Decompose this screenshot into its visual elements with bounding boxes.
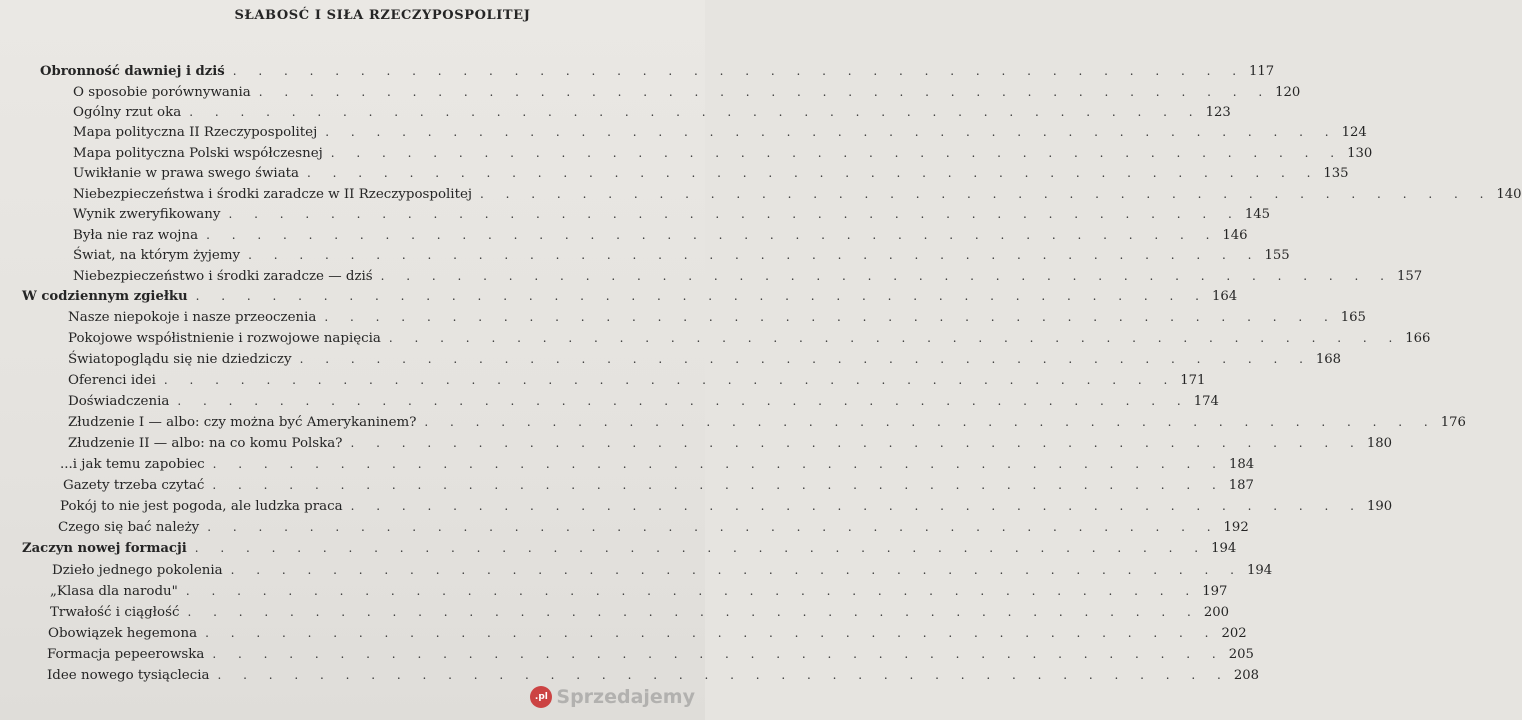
toc-leader-dots: . . . . . . . . . . . . . . . . . . . . . . . . . . . . . . . . . . . . . . . . — [195, 289, 1208, 303]
toc-entry-title: Złudzenie II — albo: na co komu Polska? — [68, 436, 343, 451]
toc-leader-dots: . . . . . . . . . . . . . . . . . . . . . . . . . . . . . . . . . . . . . . . . — [350, 436, 1363, 450]
toc-entry-title: Formacja pepeerowska — [47, 647, 205, 662]
toc-page-number: 174 — [1193, 394, 1219, 409]
toc-entry-title: Ogólny rzut oka — [73, 105, 182, 120]
toc-entry-title: Nasze niepokoje i nasze przeoczenia — [68, 310, 317, 325]
toc-entry-title: Obowiązek hegemona — [48, 626, 198, 641]
toc-entry — [58, 517, 1249, 537]
toc-page-number: 190 — [1366, 499, 1393, 514]
toc-leader-dots: . . . . . . . . . . . . . . . . . . . . . . . . . . . . . . . . . . . . . . . . — [380, 269, 1393, 283]
toc-entry — [73, 184, 1522, 204]
toc-entry-title: Pokojowe współistnienie i rozwojowe napięcia — [68, 331, 381, 346]
toc-leader-dots: . . . . . . . . . . . . . . . . . . . . . . . . . . . . . . . . . . . . . . . . — [185, 584, 1199, 598]
toc-leader-dots: . . . . . . . . . . . . . . . . . . . . . . . . . . . . . . . . . . . . . . . . — [212, 478, 1225, 492]
toc-leader-dots: . . . . . . . . . . . . . . . . . . . . . . . . . . . . . . . . . . . . . . . . — [205, 626, 1218, 640]
toc-leader-dots: . . . . . . . . . . . . . . . . . . . . . . . . . . . . . . . . . . . . . . . . — [230, 563, 1243, 577]
toc-entry — [52, 560, 1273, 580]
toc-page-number: 180 — [1366, 436, 1392, 451]
toc-entry-title: Doświadczenia — [68, 394, 170, 409]
toc-entry-title: Mapa polityczna Polski współczesnej — [73, 146, 323, 161]
toc-entry — [73, 143, 1373, 163]
toc-page-number: 176 — [1440, 415, 1466, 430]
toc-leader-dots: . . . . . . . . . . . . . . . . . . . . . . . . . . . . . . . . . . . . . . . . — [232, 64, 1246, 78]
toc-entry-title: Świat, na którym żyjemy — [73, 248, 241, 263]
toc-leader-dots: . . . . . . . . . . . . . . . . . . . . . . . . . . . . . . . . . . . . . . . . — [388, 331, 1402, 345]
toc-leader-dots: . . . . . . . . . . . . . . . . . . . . . . . . . . . . . . . . . . . . . . . . — [307, 166, 1320, 180]
toc-leader-dots: . . . . . . . . . . . . . . . . . . . . . . . . . . . . . . . . . . . . . . . . — [207, 520, 1220, 534]
toc-entry — [68, 370, 1206, 390]
toc-entry — [63, 475, 1254, 495]
toc-page-number: 184 — [1229, 457, 1255, 472]
toc-entry-title: Uwikłanie w prawa swego świata — [73, 166, 300, 181]
toc-entry-title: Obronność dawniej i dziś — [40, 64, 225, 79]
toc-entry — [73, 245, 1290, 265]
toc-entry-title: Była nie raz wojna — [73, 228, 199, 243]
watermark — [530, 686, 695, 708]
toc-page-number: 168 — [1315, 352, 1342, 367]
toc-entry — [50, 581, 1228, 601]
toc-page-number: 202 — [1221, 626, 1247, 641]
page-title: SŁABOSĆ I SIŁA RZECZYPOSPOLITEJ — [234, 8, 531, 23]
toc-entry — [68, 328, 1431, 348]
toc-entry-title: ...i jak temu zapobiec — [60, 457, 205, 472]
toc-page-number: 145 — [1244, 207, 1270, 222]
toc-entry — [68, 307, 1366, 327]
toc-entry-title: Trwałość i ciągłość — [50, 605, 180, 620]
toc-page-number: 120 — [1275, 85, 1301, 100]
toc-leader-dots: . . . . . . . . . . . . . . . . . . . . . . . . . . . . . . . . . . . . . . . . — [299, 352, 1312, 366]
toc-page-number: 146 — [1222, 228, 1248, 243]
toc-leader-dots: . . . . . . . . . . . . . . . . . . . . . . . . . . . . . . . . . . . . . . . . — [212, 647, 1225, 661]
toc-page-number: 187 — [1228, 478, 1254, 493]
toc-entry-title: Gazety trzeba czytać — [63, 478, 205, 493]
toc-leader-dots: . . . . . . . . . . . . . . . . . . . . . . . . . . . . . . . . . . . . . . . . — [330, 146, 1344, 160]
toc-entry — [50, 602, 1229, 622]
toc-leader-dots: . . . . . . . . . . . . . . . . . . . . . . . . . . . . . . . . . . . . . . . . — [258, 85, 1272, 99]
toc-entry-title: Czego się bać należy — [58, 520, 200, 535]
toc-page-number: 205 — [1228, 647, 1254, 662]
toc-leader-dots: . . . . . . . . . . . . . . . . . . . . . . . . . . . . . . . . . . . . . . . . — [248, 248, 1261, 262]
toc-entry-title: Zaczyn nowej formacji — [22, 541, 187, 556]
toc-entry — [48, 623, 1247, 643]
toc-entry — [73, 163, 1349, 183]
toc-page-number: 208 — [1233, 668, 1260, 683]
toc-leader-dots: . . . . . . . . . . . . . . . . . . . . . . . . . . . . . . . . . . . . . . . . — [480, 187, 1493, 201]
toc-entry — [47, 644, 1254, 664]
toc-page-number: 124 — [1341, 125, 1367, 140]
toc-page-number: 192 — [1223, 520, 1249, 535]
toc-leader-dots: . . . . . . . . . . . . . . . . . . . . . . . . . . . . . . . . . . . . . . . . — [187, 605, 1200, 619]
toc-entry-title: Dzieło jednego pokolenia — [52, 563, 223, 578]
toc-leader-dots: . . . . . . . . . . . . . . . . . . . . . . . . . . . . . . . . . . . . . . . . — [194, 541, 1208, 555]
toc-page-number: 171 — [1180, 373, 1206, 388]
toc-entry — [68, 349, 1342, 369]
toc-leader-dots: . . . . . . . . . . . . . . . . . . . . . . . . . . . . . . . . . . . . . . . . — [189, 105, 1202, 119]
toc-entry — [73, 102, 1231, 122]
toc-entry-title: Światopoglądu się nie dziedziczy — [68, 352, 292, 367]
toc-leader-dots: . . . . . . . . . . . . . . . . . . . . . . . . . . . . . . . . . . . . . . . . — [325, 125, 1338, 139]
toc-page-number: 130 — [1347, 146, 1373, 161]
toc-entry — [68, 433, 1392, 453]
toc-entry-title: Oferenci idei — [68, 373, 156, 388]
toc-page-number: 117 — [1249, 64, 1275, 79]
toc-leader-dots: . . . . . . . . . . . . . . . . . . . . . . . . . . . . . . . . . . . . . . . . — [424, 415, 1437, 429]
toc-entry-title: Mapa polityczna II Rzeczypospolitej — [73, 125, 318, 140]
toc-entry-title: Idee nowego tysiąclecia — [47, 668, 210, 683]
toc-entry — [73, 122, 1367, 142]
toc-section — [22, 538, 1237, 558]
toc-page-number: 197 — [1202, 584, 1228, 599]
toc-entry-title: Złudzenie I — albo: czy można być Amerykaninem? — [68, 415, 417, 430]
toc-page-number: 194 — [1211, 541, 1237, 556]
toc-entry — [73, 82, 1301, 102]
toc-page-number: 140 — [1496, 187, 1522, 202]
toc-leader-dots: . . . . . . . . . . . . . . . . . . . . . . . . . . . . . . . . . . . . . . . . — [177, 394, 1190, 408]
watermark-text: Sprzedajemy — [556, 686, 695, 708]
toc-entry-title: Niebezpieczeństwa i środki zaradcze w II Rzeczypospolitej — [73, 187, 473, 202]
toc-leader-dots: . . . . . . . . . . . . . . . . . . . . . . . . . . . . . . . . . . . . . . . . — [212, 457, 1225, 471]
toc-entry-title: Niebezpieczeństwo i środki zaradcze — dziś — [73, 269, 373, 284]
toc-page-number: 200 — [1203, 605, 1229, 620]
toc-entry-title: Wynik zweryfikowany — [73, 207, 221, 222]
toc-section — [22, 286, 1238, 306]
toc-entry — [73, 225, 1248, 245]
toc-page-number: 123 — [1205, 105, 1231, 120]
toc-page-number: 194 — [1247, 563, 1273, 578]
toc-leader-dots: . . . . . . . . . . . . . . . . . . . . . . . . . . . . . . . . . . . . . . . . — [228, 207, 1241, 221]
toc-leader-dots: . . . . . . . . . . . . . . . . . . . . . . . . . . . . . . . . . . . . . . . . — [217, 668, 1230, 682]
toc-entry — [60, 496, 1393, 516]
watermark-badge-icon: .pl — [530, 686, 552, 708]
toc-leader-dots: . . . . . . . . . . . . . . . . . . . . . . . . . . . . . . . . . . . . . . . . — [206, 228, 1219, 242]
toc-leader-dots: . . . . . . . . . . . . . . . . . . . . . . . . . . . . . . . . . . . . . . . . — [324, 310, 1337, 324]
toc-entry-title: „Klasa dla narodu" — [50, 584, 178, 599]
toc-leader-dots: . . . . . . . . . . . . . . . . . . . . . . . . . . . . . . . . . . . . . . . . — [163, 373, 1177, 387]
toc-leader-dots: . . . . . . . . . . . . . . . . . . . . . . . . . . . . . . . . . . . . . . . . — [350, 499, 1363, 513]
toc-page-number: 166 — [1405, 331, 1431, 346]
toc-page-number: 157 — [1397, 269, 1423, 284]
toc-entry — [68, 391, 1219, 411]
toc-page-number: 135 — [1323, 166, 1349, 181]
toc-entry-title: O sposobie porównywania — [73, 85, 251, 100]
toc-entry-title: W codziennym zgiełku — [22, 289, 188, 304]
toc-entry — [47, 665, 1260, 685]
toc-entry — [60, 454, 1255, 474]
toc-entry — [73, 204, 1270, 224]
toc-page-number: 165 — [1340, 310, 1366, 325]
toc-entry-title: Pokój to nie jest pogoda, ale ludzka praca — [60, 499, 343, 514]
toc-entry — [73, 266, 1423, 286]
toc-page-number: 155 — [1264, 248, 1290, 263]
toc-page-number: 164 — [1211, 289, 1238, 304]
toc-entry — [68, 412, 1466, 432]
toc-section — [40, 61, 1275, 81]
